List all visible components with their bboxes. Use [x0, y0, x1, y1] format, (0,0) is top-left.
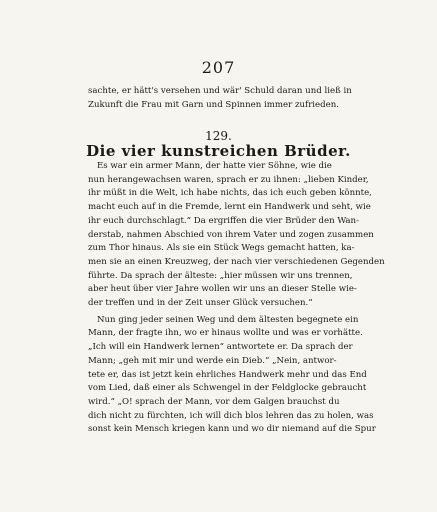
text-line: führte. Da sprach der älteste: „hier müssen wir uns trennen, — [88, 270, 353, 281]
text-line: derstab, nahmen Abschied von ihrem Vater und zogen zusammen — [88, 229, 374, 240]
text-line: men sie an einen Kreuzweg, der nach vier verschiedenen Gegenden — [88, 256, 385, 267]
text-line: ihr müßt in die Welt, ich habe nichts, das ich euch geben könnte, — [88, 188, 372, 199]
chapter-title: Die vier kunstreichen Brüder. — [86, 142, 351, 160]
text-line: Mann, der fragte ihn, wo er hinaus wollte und was er vorhätte. — [88, 328, 363, 339]
chapter-number: 129. — [205, 129, 232, 143]
text-line: vom Lied, daß einer als Schwengel in der Feldglocke gebraucht — [88, 383, 367, 394]
text-line: Mann; „geh mit mir und werde ein Dieb.“ „Nein, antwor- — [88, 355, 337, 366]
text-line: tete er, das ist jetzt kein ehrliches Handwerk mehr und das End — [88, 369, 367, 380]
text-line: wird.“ „O! sprach der Mann, vor dem Galgen brauchst du — [88, 396, 340, 407]
text-line: Es war ein armer Mann, der hatte vier Söhne, wie die — [97, 161, 332, 171]
text-line: sachte, er hätt's versehen und wär' Schuld daran und ließ in — [88, 86, 352, 96]
text-line: „Ich will ein Handwerk lernen“ antwortete er. Da sprach der — [88, 342, 353, 353]
text-line: nun herangewachsen waren, sprach er zu ihnen: „lieben Kinder, — [88, 174, 369, 185]
page-number: 207 — [201, 58, 236, 77]
text-line: der treffen und in der Zeit unser Glück versuchen.“ — [88, 298, 313, 309]
text-line: macht euch auf in die Fremde, lernt ein Handwerk und seht, wie — [88, 202, 371, 213]
text-line: sonst kein Mensch kriegen kann und wo dir niemand auf die Spur — [88, 424, 376, 435]
story-body — [88, 160, 390, 437]
text-line: aber heut über vier Jahre wollen wir uns an dieser Stelle wie- — [88, 284, 357, 295]
text-line: ihr euch durchschlagt.“ Da ergriffen die vier Brüder den Wan- — [88, 215, 359, 226]
previous-story-ending — [88, 84, 388, 112]
text-line: zum Thor hinaus. Als sie ein Stück Wegs gemacht hatten, ka- — [88, 243, 355, 254]
text-line: Nun ging jeder seinen Weg und dem ältesten begegnete ein — [97, 314, 359, 325]
text-line: dich nicht zu fürchten, ich will dich blos lehren das zu holen, was — [88, 410, 374, 421]
text-line: Zukunft die Frau mit Garn und Spinnen immer zufrieden. — [88, 100, 339, 111]
